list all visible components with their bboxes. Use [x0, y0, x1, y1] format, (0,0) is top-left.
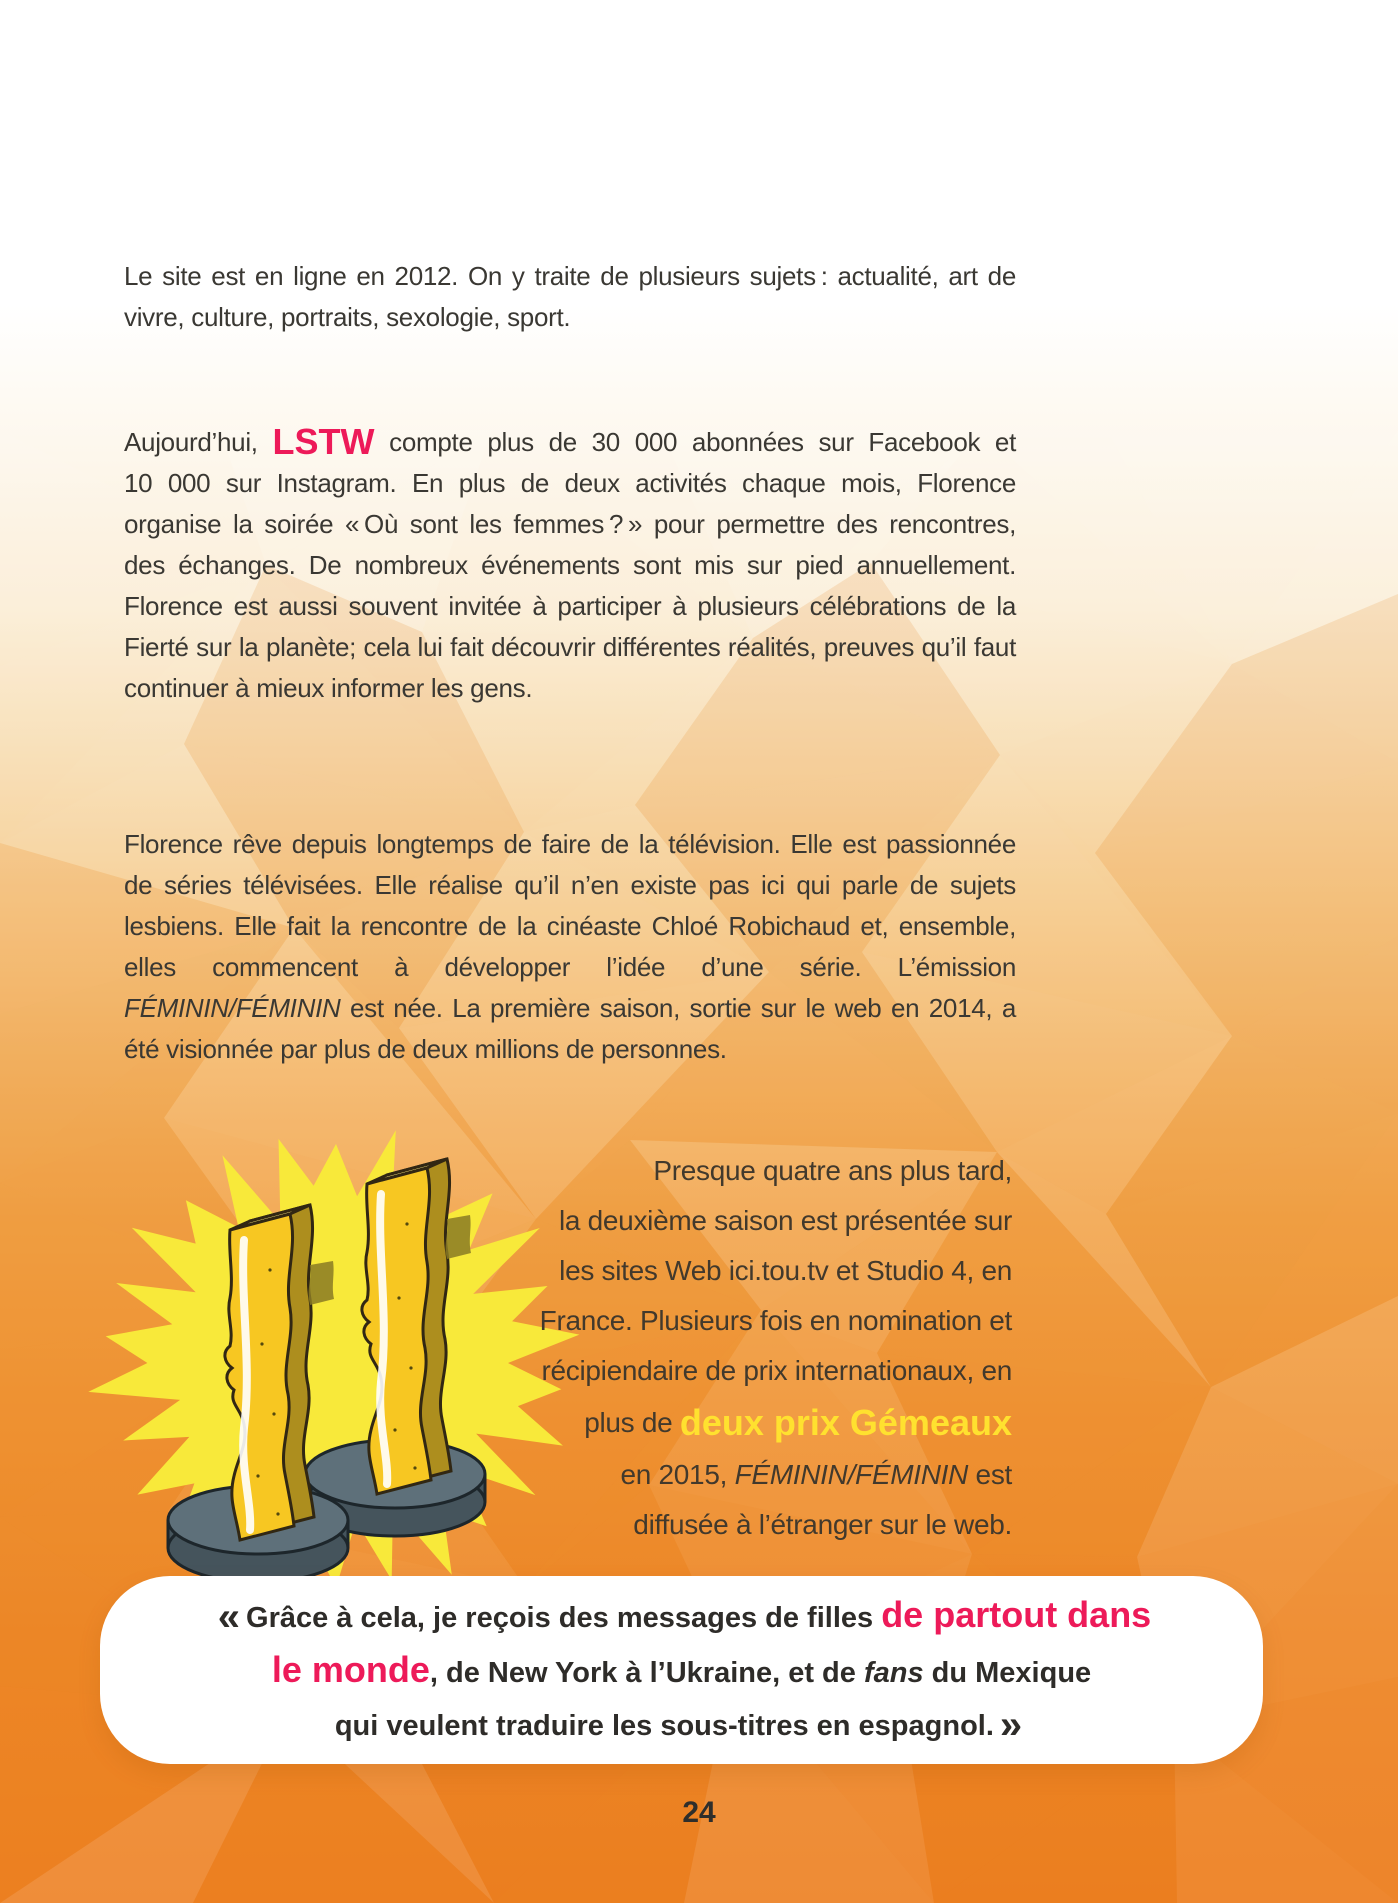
aside-block	[332, 1146, 1012, 1550]
year-after: est	[968, 1459, 1012, 1490]
year-before: en 2015,	[620, 1459, 735, 1490]
paragraph-series	[124, 824, 1016, 1070]
paragraph-community	[124, 422, 1016, 709]
paragraph-series-before: Florence rêve depuis longtemps de faire de la télévision. Elle est passionnée de séries télévisées. Elle réalise qu’il n’en existe pas ici qui parle de sujets lesbiens. Elle fait la rencontre de la cinéaste Chloé Robichaud et, ensemble, elles commencent à développer l’idée d’une série. L’émission	[124, 829, 1016, 982]
quote-line-1	[100, 1589, 1263, 1644]
aside-line: la deuxième saison est présentée sur	[558, 1205, 1012, 1236]
aside-award-line	[332, 1396, 1012, 1450]
quote-line1-text: Grâce à cela, je reçois des messages de filles	[246, 1601, 882, 1634]
quote-close-mark: »	[999, 1702, 1023, 1747]
paragraph-series-after: est née. La première saison, sortie sur le web en 2014, a été visionnée par plus de deux millions de personnes.	[124, 993, 1016, 1064]
quote-highlight-2: le monde	[271, 1648, 430, 1690]
quote-line2-italic: fans	[863, 1656, 924, 1689]
aside-year-line	[332, 1450, 1012, 1500]
year-series-title: FÉMININ/FÉMININ	[734, 1459, 969, 1490]
quote-open-mark: «	[217, 1594, 241, 1639]
aside-line: France. Plusieurs fois en nomination et	[539, 1305, 1012, 1336]
brand-lstw: LSTW	[272, 421, 375, 462]
paragraph-community-after: compte plus de 30 000 abonnées sur Facebook et 10 000 sur Instagram. En plus de deux activités chaque mois, Florence organise la soirée « Où sont les femmes ? » pour permettre des rencontres, des échanges. De nombreux événements sont mis sur pied annuellement. Florence est aussi souvent invitée à participer à plusieurs célébrations de la Fierté sur la planète; cela lui fait découvrir différentes réalités, preuves qu’il faut continuer à mieux informer les gens.	[124, 427, 1017, 703]
paragraph-community-before: Aujourd’hui,	[124, 427, 273, 457]
quote-line2-a: , de New York à l’Ukraine, et de	[429, 1656, 864, 1689]
quote-box	[100, 1576, 1263, 1764]
quote-highlight-1: de partout dans	[881, 1593, 1152, 1635]
quote-line3-text: qui veulent traduire les sous-titres en espagnol.	[334, 1709, 994, 1742]
page-number: 24	[682, 1796, 716, 1829]
series-title-italic: FÉMININ/FÉMININ	[124, 993, 341, 1023]
aside-line: les sites Web ici.tou.tv et Studio 4, en	[559, 1255, 1012, 1286]
quote-line-2	[100, 1644, 1263, 1699]
aside-line: récipiendaire de prix internationaux, en	[541, 1355, 1012, 1386]
aside-last-line: diffusée à l’étranger sur le web.	[633, 1509, 1012, 1540]
paragraph-intro	[124, 256, 1016, 338]
aside-line: Presque quatre ans plus tard,	[653, 1155, 1012, 1186]
quote-line-3	[100, 1699, 1263, 1752]
award-highlight: deux prix Gémeaux	[679, 1402, 1012, 1443]
quote-line2-b: du Mexique	[923, 1656, 1092, 1689]
award-prefix: plus de	[584, 1407, 680, 1438]
paragraph-intro-text: Le site est en ligne en 2012. On y traite de plusieurs sujets : actualité, art de vivre, culture, portraits, sexologie, sport.	[124, 261, 1016, 332]
